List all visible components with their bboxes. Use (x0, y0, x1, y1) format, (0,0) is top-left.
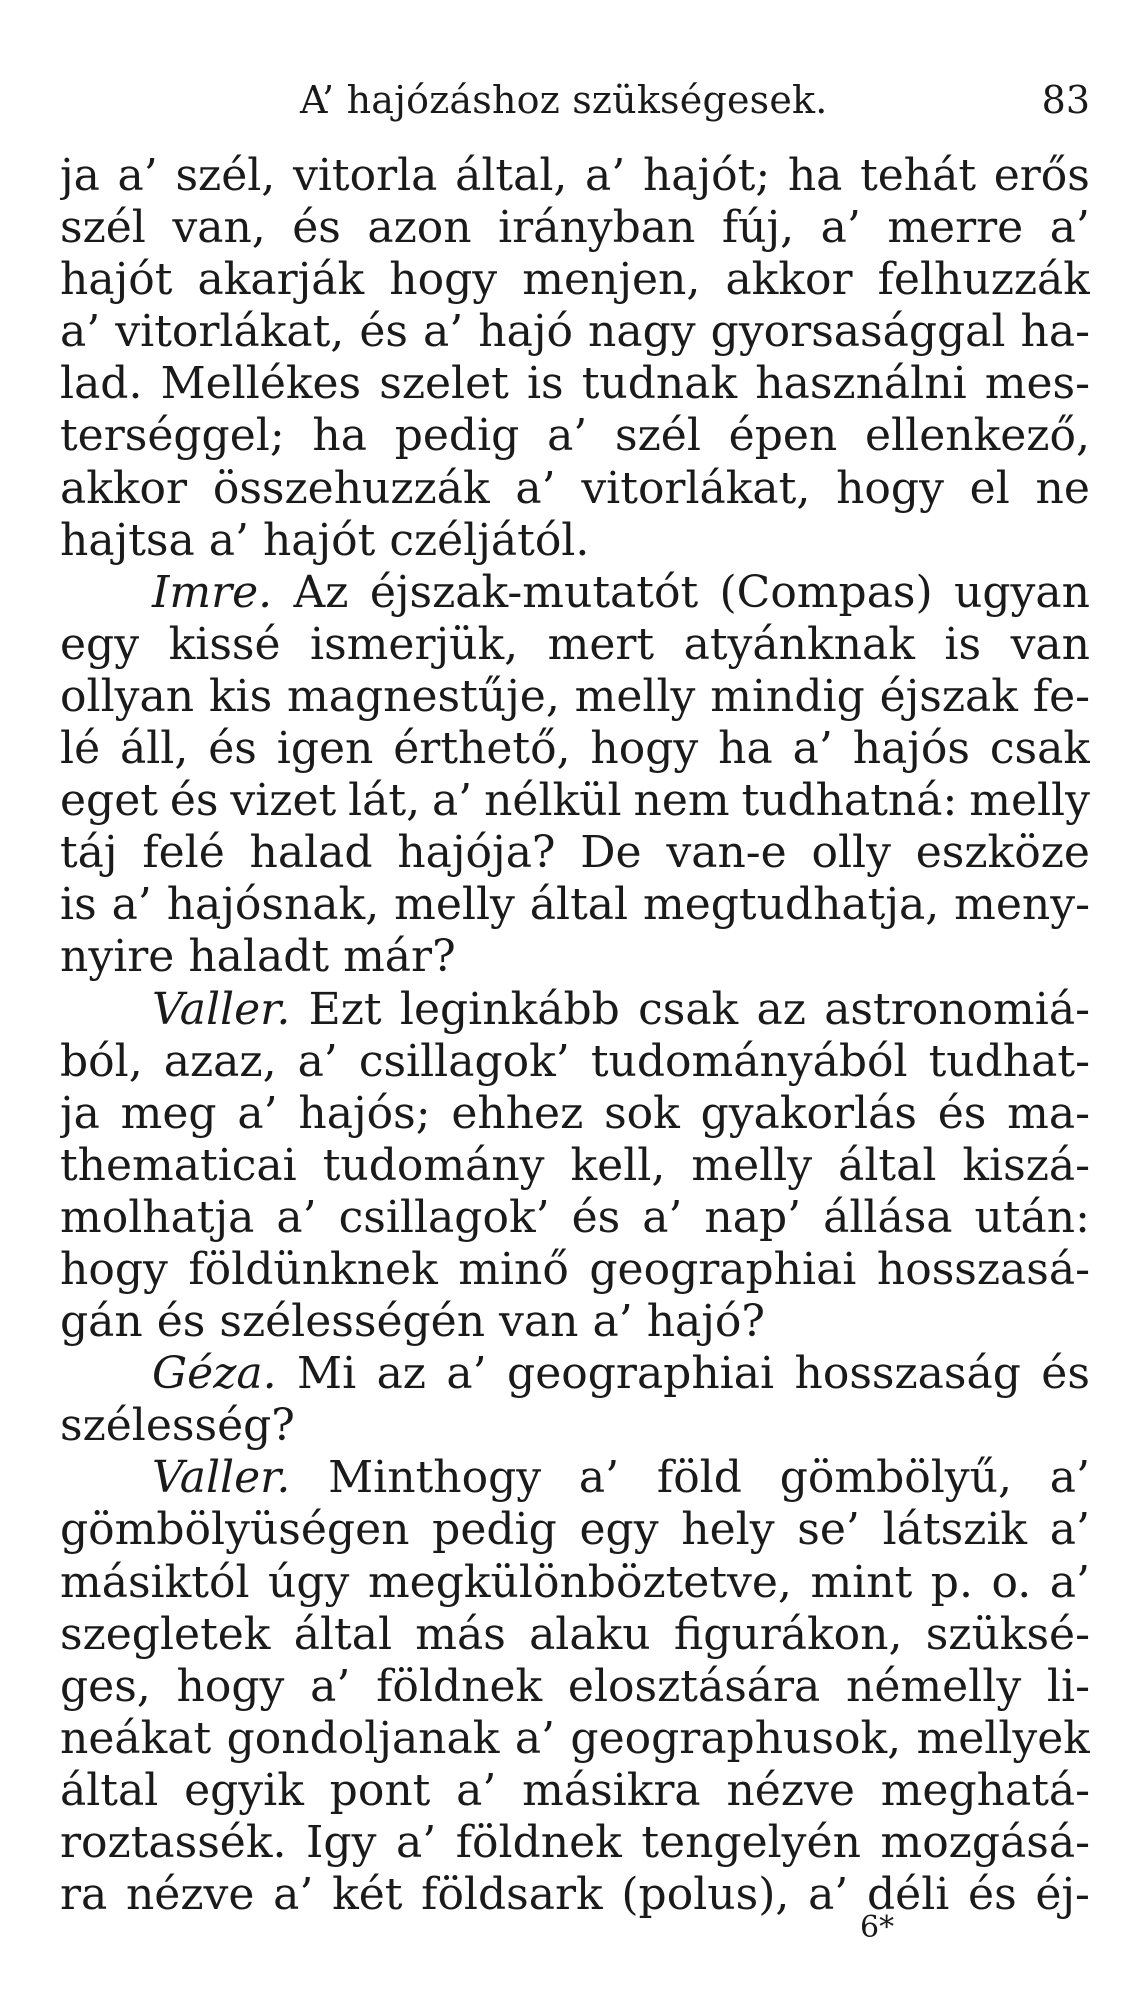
word: mint (810, 1556, 913, 1608)
word: a’ (792, 723, 833, 775)
word: ugyan (954, 566, 1090, 618)
word: éj- (1035, 1869, 1090, 1921)
word: erős (993, 150, 1090, 201)
word: geographiai (589, 1243, 857, 1295)
body-text (60, 150, 1090, 1921)
text-line (60, 150, 1090, 202)
word: hajót (60, 254, 173, 306)
word: által (529, 879, 629, 931)
word: hogy (389, 254, 498, 306)
word: irányban (498, 202, 696, 254)
word: tehát (860, 150, 977, 201)
word: menjen, (522, 254, 701, 306)
text-line (60, 306, 1090, 358)
word: a’ (276, 1191, 317, 1243)
word: a’ (547, 410, 588, 462)
word: ne (1035, 462, 1090, 514)
word: csak (638, 983, 739, 1035)
text-line (60, 202, 1090, 254)
word: hogy (176, 1660, 285, 1712)
word: alaku (529, 1608, 651, 1660)
word: nézve (726, 1764, 855, 1816)
word: molhatja (60, 1191, 255, 1243)
text-line (60, 1452, 1090, 1504)
word: sok (604, 1087, 680, 1139)
word: hogy (836, 462, 944, 514)
word: a’ (208, 514, 249, 566)
text-line (60, 619, 1090, 671)
word: után: (974, 1191, 1090, 1243)
word: egyik (184, 1764, 304, 1816)
text-line (60, 410, 1090, 462)
word: (polus), (621, 1869, 790, 1921)
word: ra (60, 1869, 108, 1921)
word: roztassék. (60, 1817, 287, 1868)
word: mozgásá- (880, 1817, 1090, 1868)
word: a’ (1049, 1556, 1090, 1608)
word: nézve (125, 1869, 255, 1921)
word: melly (691, 1139, 813, 1191)
word: nap’ (704, 1191, 802, 1243)
word: déli (866, 1869, 950, 1921)
word: hajó (478, 306, 573, 358)
word: ha (718, 723, 773, 775)
word: által (60, 1764, 159, 1816)
word: és (1041, 1348, 1090, 1400)
word: fe- (1032, 670, 1090, 722)
word: hajtsa (60, 514, 195, 566)
word: csak (989, 723, 1090, 775)
word: is (944, 618, 982, 670)
word: a’ (297, 1035, 338, 1087)
text-line (60, 1869, 1090, 1921)
word: felé (142, 827, 225, 879)
word: a’ (456, 1764, 497, 1816)
word: és (169, 775, 219, 827)
word: a’ (820, 202, 861, 254)
text-line (60, 671, 1090, 723)
text-line (60, 1348, 1090, 1400)
word: pedig (394, 410, 520, 462)
word: nyire (60, 931, 175, 983)
word: szüksé- (925, 1608, 1090, 1660)
word: czéljától. (389, 514, 590, 566)
word: által, (455, 150, 568, 201)
word: gömbölyüségen (60, 1504, 410, 1556)
word: a’ (578, 1452, 620, 1504)
word: mes- (984, 358, 1090, 410)
word: és (968, 1869, 1017, 1921)
word: szegletek (60, 1608, 271, 1660)
word: földnek (376, 1660, 543, 1712)
word: és (208, 723, 257, 775)
text-line (60, 254, 1090, 306)
text-line (60, 1765, 1090, 1817)
text-line (60, 984, 1090, 1036)
running-title: A’ hajózáshoz szükségesek. (300, 78, 828, 122)
text-line (60, 723, 1090, 775)
word: állása (823, 1191, 953, 1243)
word: el (969, 462, 1010, 514)
word: felhuzzák (877, 254, 1090, 306)
word: földnek (455, 1817, 622, 1868)
word: van, (172, 202, 266, 254)
word: figurákon, (673, 1608, 903, 1660)
word: is (60, 879, 97, 931)
word: éjszak-mutatót (369, 566, 699, 618)
word: megtudhatja, (642, 879, 940, 931)
text-line (60, 1296, 1090, 1348)
word: gondoljanak (226, 1712, 500, 1764)
word: a’ (446, 1348, 487, 1400)
word: hajósnak, (166, 879, 380, 931)
word: melly (574, 670, 696, 722)
word: akkor (60, 462, 188, 514)
word: földünknek (188, 1243, 438, 1295)
word: tengelyén (641, 1817, 861, 1868)
word: hajós; (298, 1087, 431, 1139)
word: olly (811, 827, 891, 879)
word: halad (249, 827, 373, 879)
word: meny- (954, 879, 1090, 931)
word: ja (60, 1087, 100, 1139)
word: minő (458, 1243, 569, 1295)
word: mindig (710, 670, 865, 722)
word: hogy (60, 1243, 168, 1295)
text-line (60, 463, 1090, 515)
word: pont (329, 1764, 431, 1816)
word: (Compas) (719, 566, 933, 618)
word: eget (60, 775, 158, 827)
word: és (359, 306, 408, 358)
text-line (60, 1140, 1090, 1192)
word: megkülönböztetve, (367, 1556, 792, 1608)
word: akkor (725, 254, 853, 306)
word: fúj, (721, 202, 795, 254)
speaker-name: Géza. (152, 1348, 277, 1400)
word: haladt (188, 931, 330, 983)
word: geographiai (507, 1348, 775, 1400)
word: Minthogy (328, 1452, 542, 1504)
word: Mellékes (160, 358, 362, 410)
word: van-e (666, 827, 787, 879)
word: hogy (590, 723, 699, 775)
word: más (415, 1608, 506, 1660)
word: az (756, 983, 806, 1035)
word: épen (728, 410, 838, 462)
word: nem (633, 775, 730, 827)
text-line (60, 567, 1090, 619)
word: melly (394, 879, 515, 931)
word: föld (656, 1452, 742, 1504)
text-line (60, 931, 1090, 983)
word: thematicai (60, 1139, 297, 1191)
word: a’ (310, 1660, 351, 1712)
word: áll, (120, 723, 189, 775)
word: tudnak (581, 358, 738, 410)
word: gyorsasággal (710, 306, 1006, 358)
word: Ezt (308, 983, 382, 1035)
word: a’ (273, 1869, 314, 1921)
word: a’ (423, 306, 464, 358)
word: is (526, 358, 564, 410)
word: a’ (592, 1296, 633, 1348)
word: mellyek (916, 1712, 1090, 1764)
text-line (60, 827, 1090, 879)
word: a’ (431, 775, 473, 827)
text-line (60, 1244, 1090, 1296)
word: Igy (306, 1817, 377, 1868)
text-line (60, 1817, 1090, 1869)
word: mert (547, 618, 655, 670)
word: és (571, 1191, 621, 1243)
word: némelly (846, 1660, 1022, 1712)
word: Mi (297, 1348, 357, 1400)
word: a’ (1049, 202, 1090, 254)
word: kissé (168, 618, 281, 670)
word: vitorlákat, (115, 306, 345, 358)
word: ha (787, 150, 843, 201)
text-line (60, 358, 1090, 410)
text-line (60, 515, 1090, 567)
printer-signature-mark: 6* (860, 1910, 895, 1945)
word: ha- (1020, 306, 1090, 358)
page-number: 83 (1041, 78, 1090, 122)
word: szél (60, 202, 146, 254)
word: gán (60, 1296, 143, 1348)
word: hajója? (397, 827, 556, 879)
word: ból, (60, 1035, 143, 1087)
word: ismerjük, (310, 618, 519, 670)
word: éjszak (879, 670, 1018, 722)
word: se’ (797, 1504, 860, 1556)
word: hajós (852, 723, 970, 775)
word: hajót; (642, 150, 771, 201)
text-line (60, 1713, 1090, 1765)
word: elosztására (567, 1660, 821, 1712)
word: hosszaság (794, 1348, 1021, 1400)
word: neákat (60, 1712, 212, 1764)
word: használni (755, 358, 967, 410)
word: csillagok’ (358, 1035, 570, 1087)
text-line (60, 1192, 1090, 1244)
word: ellenkező, (865, 410, 1090, 462)
word: o. (991, 1556, 1032, 1608)
running-header (60, 78, 1090, 128)
word: érthető, (393, 723, 571, 775)
text-line (60, 1609, 1090, 1661)
word: egy (579, 1504, 659, 1556)
word: egy (60, 618, 140, 670)
word: a’ (585, 150, 626, 201)
word: Az (293, 566, 349, 618)
word: a’ (60, 306, 101, 358)
word: a’ (1049, 1504, 1090, 1556)
word: azon (367, 202, 472, 254)
text-line (60, 1400, 1090, 1452)
word: gyakorlás (700, 1087, 917, 1139)
word: meghatá- (880, 1764, 1090, 1816)
text-line (60, 1557, 1090, 1609)
word: lát, (348, 775, 421, 827)
word: vitorlákat, (581, 462, 811, 514)
word: tudomány (322, 1139, 545, 1191)
word: a’ (395, 1817, 437, 1868)
word: azaz, (163, 1035, 277, 1087)
word: úgy (268, 1556, 350, 1608)
word: kis (208, 670, 273, 722)
word: a’ (237, 1087, 278, 1139)
speaker-name: Valler. (152, 983, 291, 1035)
word: terséggel; (60, 410, 285, 462)
word: akarják (197, 254, 365, 306)
word: kell, (570, 1139, 666, 1191)
word: nélkül (484, 775, 622, 827)
word: látszik (882, 1504, 1028, 1556)
word: magnestűje, (287, 670, 560, 722)
word: merre (887, 202, 1024, 254)
word: összehuzzák (212, 462, 490, 514)
word: táj (60, 827, 118, 879)
word: De (580, 827, 642, 879)
word: vitorla (292, 150, 438, 201)
word: hajó? (646, 1296, 765, 1348)
word: ollyan (60, 670, 195, 722)
word: nagy (588, 306, 696, 358)
text-line (60, 1036, 1090, 1088)
word: van (1010, 618, 1090, 670)
word: atyánknak (683, 618, 915, 670)
text-line (60, 1661, 1090, 1713)
word: tudhatná: (741, 775, 958, 827)
word: ehhez (451, 1087, 584, 1139)
word: hely (681, 1504, 775, 1556)
word: leginkább (399, 983, 620, 1035)
word: geographusok, (570, 1712, 902, 1764)
word: astronomiá- (824, 983, 1090, 1035)
text-line (60, 775, 1090, 827)
word: pedig (432, 1504, 557, 1556)
text-line (60, 1504, 1090, 1556)
text-line (60, 879, 1090, 931)
word: és (292, 202, 341, 254)
word: a’ (117, 150, 158, 201)
word: tudhat- (928, 1035, 1090, 1087)
word: a’ (514, 1712, 556, 1764)
word: ma- (1007, 1087, 1090, 1139)
speaker-name: Imre. (152, 566, 273, 618)
word: hosszasá- (876, 1243, 1090, 1295)
word: a’ (808, 1869, 849, 1921)
word: lad. (60, 358, 143, 410)
word: csillagok’ (338, 1191, 550, 1243)
word: eszköze (915, 827, 1090, 879)
word: a’ (515, 462, 556, 514)
word: tudományából (590, 1035, 908, 1087)
word: másiktól (60, 1556, 250, 1608)
word: már? (343, 931, 456, 983)
word: a’ (1049, 1452, 1090, 1504)
word: által (293, 1608, 393, 1660)
word: az (376, 1348, 426, 1400)
word: van (499, 1296, 579, 1348)
word: és (937, 1087, 987, 1139)
word: a’ (642, 1191, 683, 1243)
word: ha (312, 410, 367, 462)
word: melly (969, 775, 1090, 827)
word: által (838, 1139, 937, 1191)
word: ja (60, 150, 100, 201)
word: vizet (230, 775, 337, 827)
word: a’ (111, 879, 152, 931)
word: kiszá- (962, 1139, 1090, 1191)
word: szél (615, 410, 701, 462)
word: szélesség? (60, 1400, 295, 1452)
word: szél, (175, 150, 276, 201)
speaker-name: Valler. (152, 1452, 291, 1504)
word: lé (60, 723, 101, 775)
word: szelet (379, 358, 509, 410)
word: gömbölyű, (779, 1452, 1012, 1504)
word: p. (930, 1556, 973, 1608)
word: meg (120, 1087, 217, 1139)
text-line (60, 1088, 1090, 1140)
word: hajót (262, 514, 376, 566)
word: li- (1046, 1660, 1090, 1712)
word: két (332, 1869, 403, 1921)
word: ges, (60, 1660, 151, 1712)
word: földsark (421, 1869, 603, 1921)
word: szélességén (219, 1296, 486, 1348)
word: másikra (522, 1764, 701, 1816)
word: és (156, 1296, 206, 1348)
word: igen (276, 723, 374, 775)
